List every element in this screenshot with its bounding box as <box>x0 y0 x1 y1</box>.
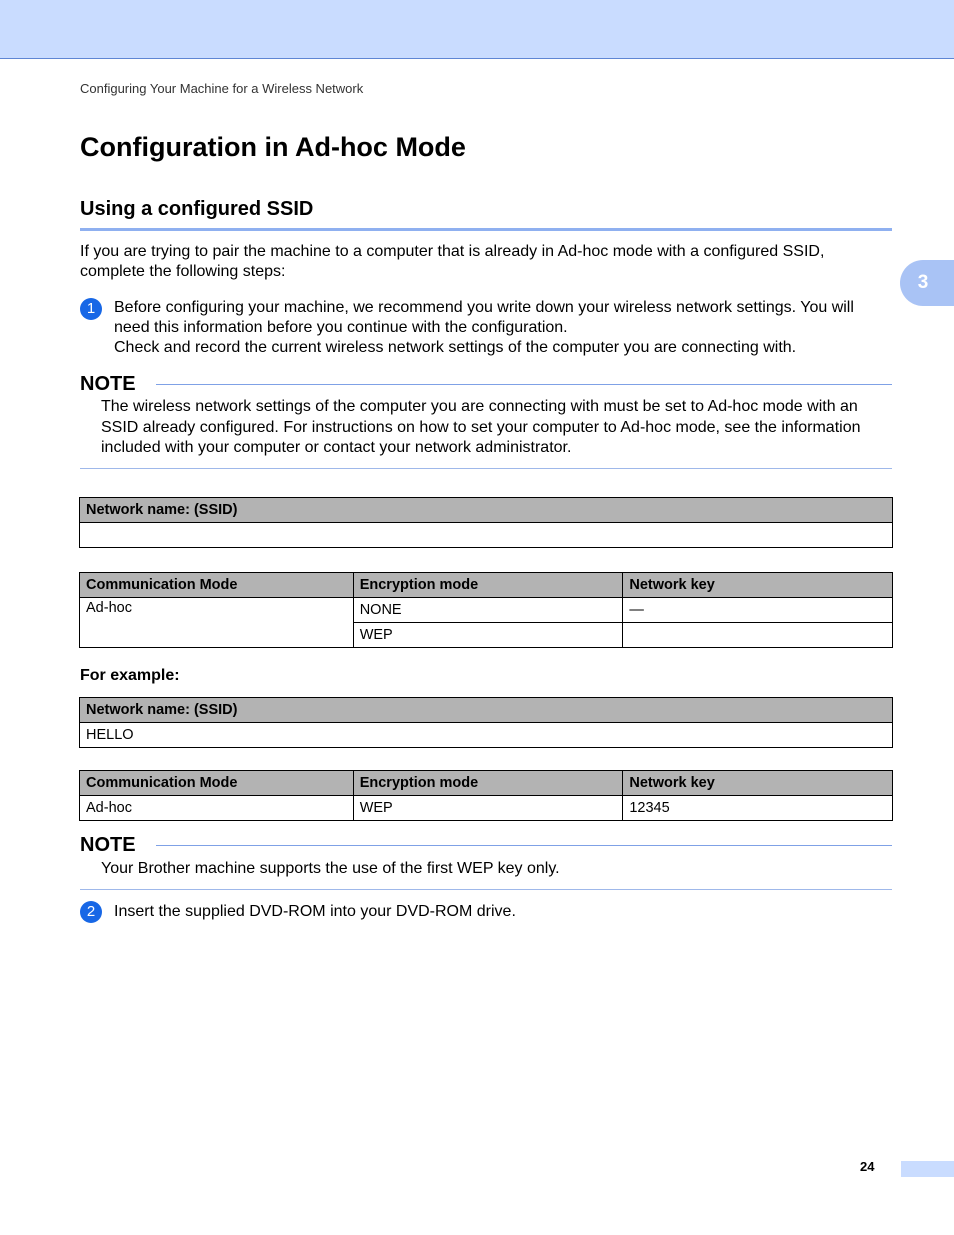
encryption-cell: WEP <box>353 796 623 821</box>
example-mode-table <box>79 770 893 821</box>
chapter-tab[interactable] <box>900 260 954 306</box>
key-header: Network key <box>623 573 893 598</box>
note-1-end-rule <box>80 468 892 469</box>
ssid-value-cell: HELLO <box>80 723 893 748</box>
key-cell: — <box>623 598 893 623</box>
step-number-icon: 1 <box>80 298 102 320</box>
ssid-header: Network name: (SSID) <box>80 698 893 723</box>
note-2-header <box>80 834 892 858</box>
encryption-cell: NONE <box>353 598 623 623</box>
note-title: NOTE <box>80 834 154 857</box>
step-1-subtext: Check and record the current wireless network settings of the computer you are connecting with. <box>114 339 797 356</box>
encryption-header: Encryption mode <box>353 771 623 796</box>
intro-paragraph: If you are trying to pair the machine to a computer that is already in Ad-hoc mode with a configured SSID, complete the following steps: <box>80 243 825 280</box>
key-cell: 12345 <box>623 796 893 821</box>
note-1-header <box>80 373 892 397</box>
ssid-header: Network name: (SSID) <box>80 498 893 523</box>
mode-header: Communication Mode <box>80 771 354 796</box>
key-header: Network key <box>623 771 893 796</box>
note-2-text: Your Brother machine supports the use of the first WEP key only. <box>101 860 560 877</box>
mode-cell: Ad-hoc <box>80 598 354 648</box>
page-number: 24 <box>860 1159 875 1174</box>
mode-table <box>79 572 893 648</box>
ssid-value-cell <box>80 523 893 548</box>
step-2 <box>80 901 892 922</box>
page-number-bar <box>901 1161 954 1177</box>
example-label: For example: <box>80 667 180 684</box>
step-1-text: Before configuring your machine, we recommend you write down your wireless network settings. You will need this information before you continue with the configuration. <box>114 299 854 336</box>
encryption-cell: WEP <box>353 623 623 648</box>
step-1 <box>80 298 892 358</box>
ssid-table <box>79 497 893 548</box>
mode-cell: Ad-hoc <box>80 796 354 821</box>
page-title: Configuration in Ad-hoc Mode <box>80 132 466 162</box>
note-1-text: The wireless network settings of the computer you are connecting with must be set to Ad-hoc mode with an SSID already configured. For instructions on how to set your computer to Ad-hoc mode, see the information included with your computer or contact your network administrator. <box>101 398 861 456</box>
encryption-header: Encryption mode <box>353 573 623 598</box>
example-ssid-table <box>79 697 893 748</box>
header-band <box>0 0 954 59</box>
section-title: Using a configured SSID <box>80 198 314 220</box>
mode-header: Communication Mode <box>80 573 354 598</box>
step-2-text: Insert the supplied DVD-ROM into your DVD-ROM drive. <box>114 903 516 920</box>
chapter-number: 3 <box>917 272 929 293</box>
breadcrumb: Configuring Your Machine for a Wireless Network <box>80 81 364 96</box>
note-rule <box>156 384 892 385</box>
note-2-end-rule <box>80 889 892 890</box>
step-number-icon: 2 <box>80 901 102 923</box>
section-divider <box>80 228 892 231</box>
note-title: NOTE <box>80 373 154 396</box>
note-rule <box>156 845 892 846</box>
key-cell <box>623 623 893 648</box>
